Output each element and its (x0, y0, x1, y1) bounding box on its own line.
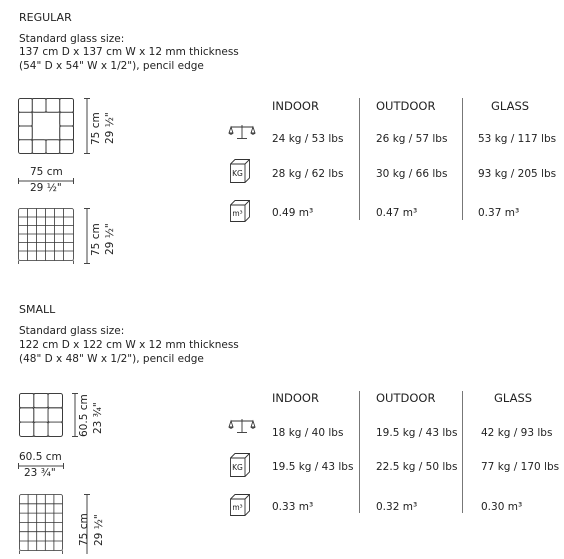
table-cell: 77 kg / 170 lbs (481, 461, 560, 473)
height-in: 29 ½" (104, 223, 116, 255)
glass-size-metric: 122 cm D x 122 cm W x 12 mm thickness (19, 339, 239, 351)
width-cm: 75 cm (30, 166, 63, 178)
height-cm: 75 cm (90, 223, 102, 256)
column-header-glass: GLASS (494, 391, 533, 405)
package-weight-icon (230, 453, 250, 477)
chair-top-view-drawing (19, 393, 63, 437)
height-cm: 60.5 cm (78, 394, 90, 437)
svg-text:KG: KG (232, 463, 243, 472)
table-cell: 42 kg / 93 lbs (481, 427, 553, 439)
glass-size-label: Standard glass size: (19, 325, 125, 337)
table-cell: 18 kg / 40 lbs (272, 427, 344, 439)
chair-front-view-drawing (18, 208, 74, 264)
table-cell: 30 kg / 66 lbs (376, 168, 448, 180)
height-in: 29 ½" (93, 514, 105, 546)
table-cell: 28 kg / 62 lbs (272, 168, 344, 180)
table-cell: 0.32 m³ (376, 501, 418, 513)
package-volume-icon (230, 200, 250, 222)
glass-size-imperial: (48" D x 48" W x 1/2"), pencil edge (19, 353, 204, 365)
table-cell: 0.33 m³ (272, 501, 314, 513)
glass-size-label: Standard glass size: (19, 33, 125, 45)
table-cell: 26 kg / 57 lbs (376, 133, 448, 145)
table-cell: 22.5 kg / 50 lbs (376, 461, 458, 473)
svg-text:m³: m³ (232, 209, 243, 218)
height-in: 23 ¾" (92, 402, 104, 434)
width-in: 29 ½" (30, 182, 62, 194)
column-divider (462, 391, 463, 513)
table-cell: 0.37 m³ (478, 207, 520, 219)
width-cm: 60.5 cm (19, 451, 62, 463)
column-header-outdoor: OUTDOOR (376, 99, 436, 113)
column-divider (359, 98, 360, 220)
section-title: REGULAR (19, 11, 72, 24)
table-cell: 0.47 m³ (376, 207, 418, 219)
table-cell: 0.49 m³ (272, 207, 314, 219)
column-divider (462, 98, 463, 220)
table-cell: 19.5 kg / 43 lbs (272, 461, 354, 473)
chair-front-view-drawing (19, 494, 63, 554)
svg-text:KG: KG (232, 169, 243, 178)
column-header-glass: GLASS (491, 99, 530, 113)
glass-size-imperial: (54" D x 54" W x 1/2"), pencil edge (19, 60, 204, 72)
height-cm: 75 cm (78, 513, 90, 546)
section-title: SMALL (19, 303, 56, 316)
glass-size-metric: 137 cm D x 137 cm W x 12 mm thickness (19, 46, 239, 58)
svg-text:m³: m³ (232, 503, 243, 512)
package-volume-icon (230, 494, 250, 516)
table-cell: 93 kg / 205 lbs (478, 168, 557, 180)
scale-icon (229, 124, 255, 140)
table-cell: 0.30 m³ (481, 501, 523, 513)
width-in: 23 ¾" (24, 467, 56, 479)
height-cm: 75 cm (90, 112, 102, 145)
column-header-indoor: INDOOR (272, 99, 319, 113)
table-cell: 19.5 kg / 43 lbs (376, 427, 458, 439)
height-in: 29 ½" (104, 112, 116, 144)
table-cell: 24 kg / 53 lbs (272, 133, 344, 145)
scale-icon (229, 418, 255, 434)
column-header-indoor: INDOOR (272, 391, 319, 405)
package-weight-icon (230, 159, 250, 183)
table-cell: 53 kg / 117 lbs (478, 133, 557, 145)
chair-top-view-drawing (18, 98, 74, 154)
column-divider (359, 391, 360, 513)
column-header-outdoor: OUTDOOR (376, 391, 436, 405)
